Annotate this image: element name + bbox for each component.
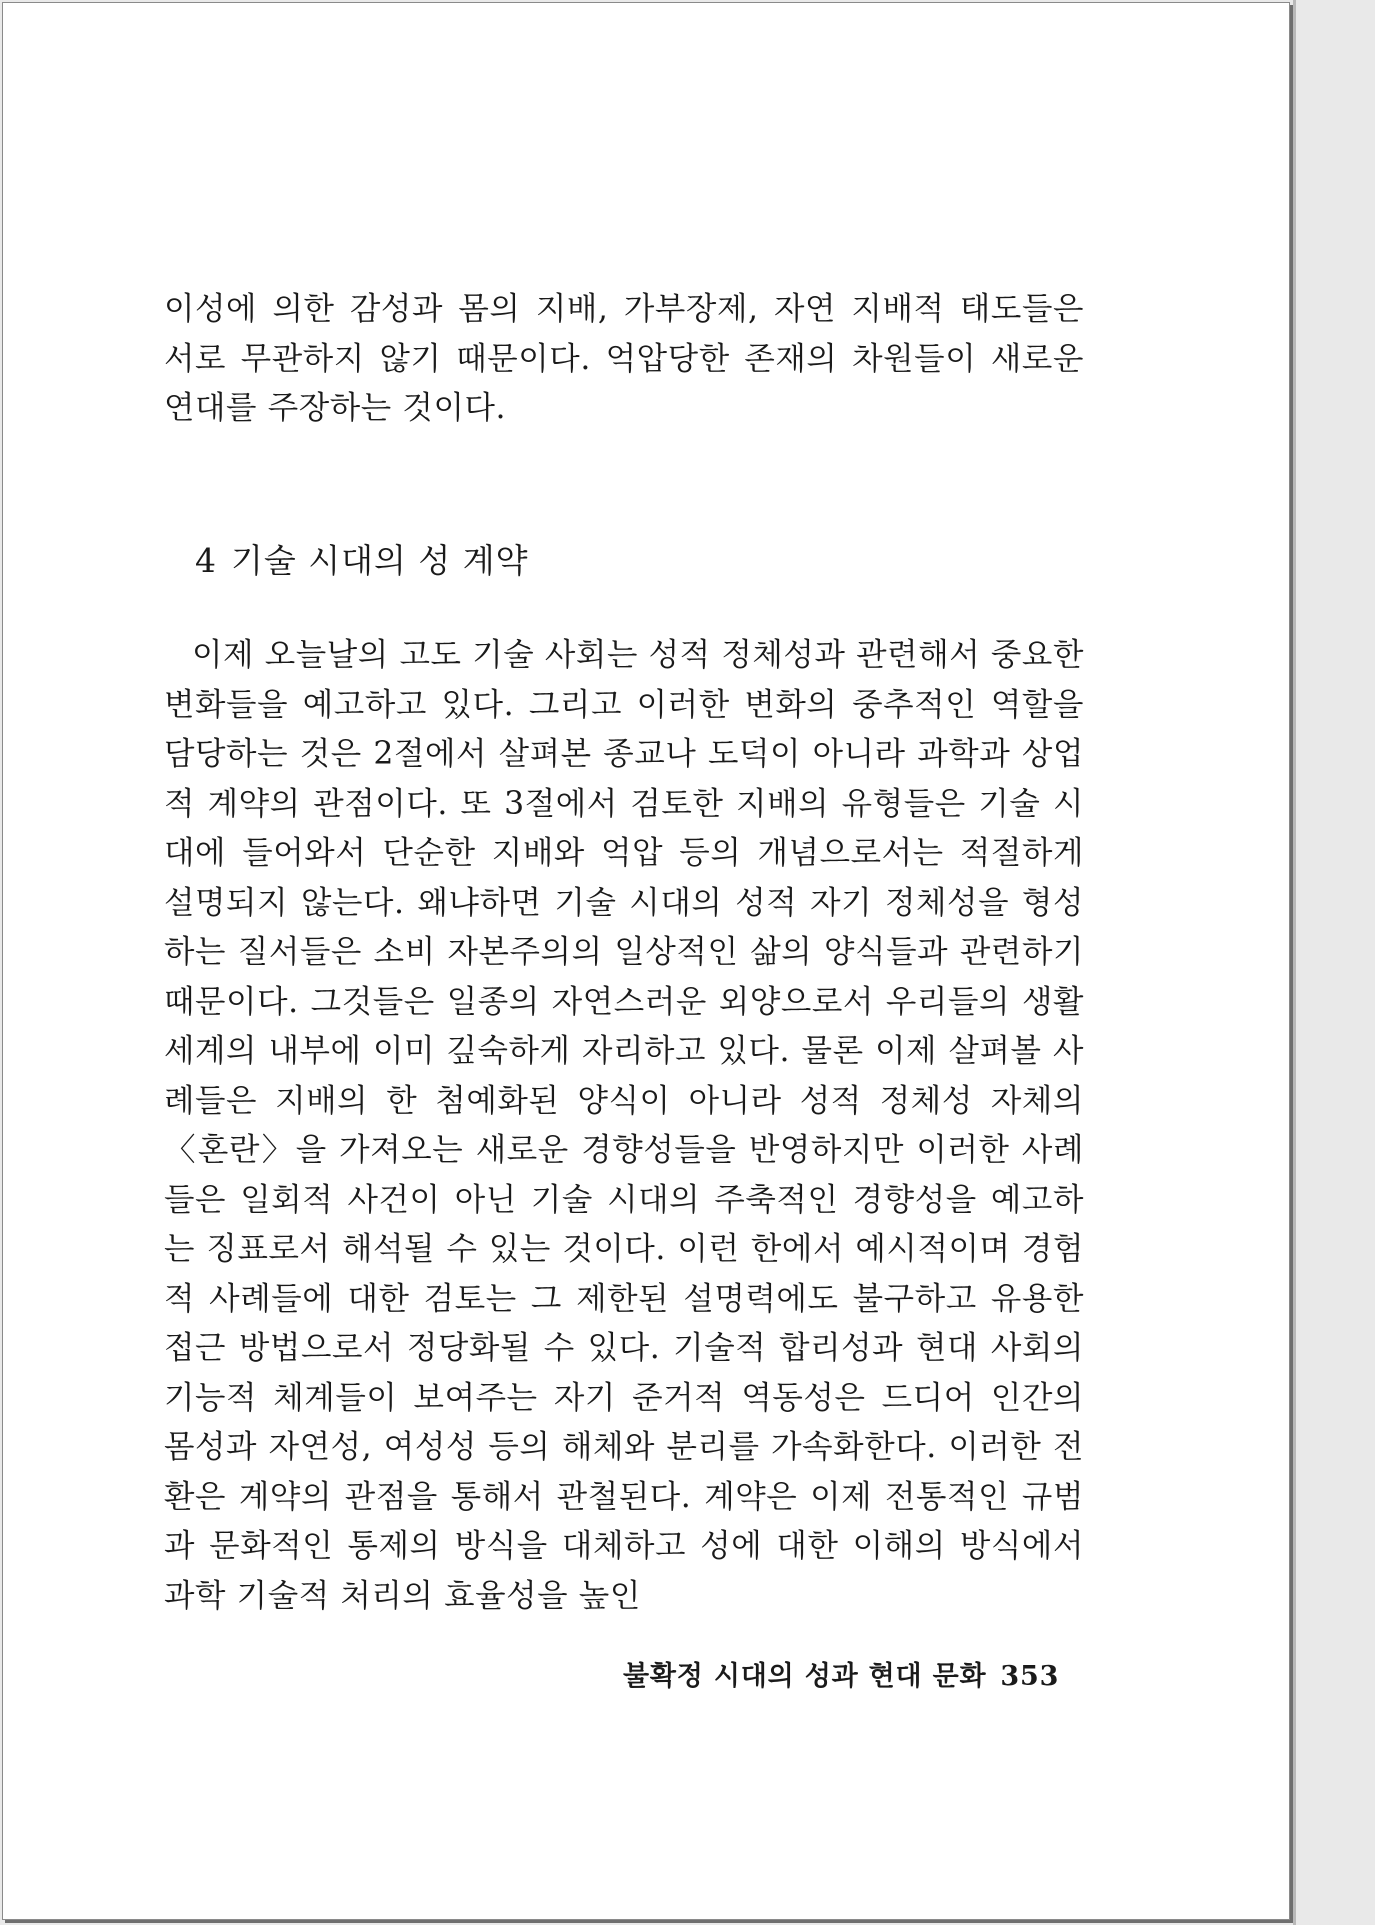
document-page [2, 2, 1290, 1920]
intro-paragraph-block [164, 285, 1084, 434]
body-paragraph-block [164, 631, 1084, 1621]
page-number: 353 [1000, 1661, 1060, 1692]
running-footer-title: 불확정 시대의 성과 현대 문화 [623, 1661, 987, 1692]
section-title: 기술 시대의 성 계약 [231, 541, 529, 580]
intro-paragraph: 이성에 의한 감성과 몸의 지배, 가부장제, 자연 지배적 태도들은 서로 무관하지 않기 때문이다. 억압당한 존재의 차원들이 새로운 연대를 주장하는 것이다. [164, 291, 1084, 426]
page-edge-divider [1293, 0, 1296, 1925]
body-paragraph: 이제 오늘날의 고도 기술 사회는 성적 정체성과 관련해서 중요한 변화들을 예고하고 있다. 그리고 이러한 변화의 중추적인 역할을 담당하는 것은 2절에서 살펴본 종교나 도덕이 아니라 과학과 상업적 계약의 관점이다. 또 3절에서 검토한 지배의 유형들은 기술 시대에 들어와서 단순한 지배와 억압 등의 개념으로서는 적절하게 설명되지 않는다. 왜냐하면 기술 시대의 성적 자기 정체성을 형성하는 질서들은 소비 자본주의의 일상적인 삶의 양식들과 관련하기 때문이다. 그것들은 일종의 자연스러운 외양으로서 우리들의 생활 세계의 내부에 이미 깊숙하게 자리하고 있다. 물론 이제 살펴볼 사례들은 지배의 한 첨예화된 양식이 아니라 성적 정체성 자체의 〈혼란〉을 가져오는 새로운 경향성들을 반영하지만 이러한 사례들은 일회적 사건이 아닌 기술 시대의 주축적인 경향성을 예고하는 징표로서 해석될 수 있는 것이다. 이런 한에서 예시적이며 경험적 사례들에 대한 검토는 그 제한된 설명력에도 불구하고 유용한 접근 방법으로서 정당화될 수 있다. 기술적 합리성과 현대 사회의 기능적 체계들이 보여주는 자기 준거적 역동성은 드디어 인간의 몸성과 자연성, 여성성 등의 해체와 분리를 가속화한다. 이러한 전환은 계약의 관점을 통해서 관철된다. 계약은 이제 전통적인 규범과 문화적인 통제의 방식을 대체하고 성에 대한 이해의 방식에서 과학 기술적 처리의 효율성을 높인 [164, 637, 1084, 1614]
section-number: 4 [195, 541, 217, 580]
section-heading [195, 535, 529, 587]
page-footer [623, 1657, 1059, 1697]
